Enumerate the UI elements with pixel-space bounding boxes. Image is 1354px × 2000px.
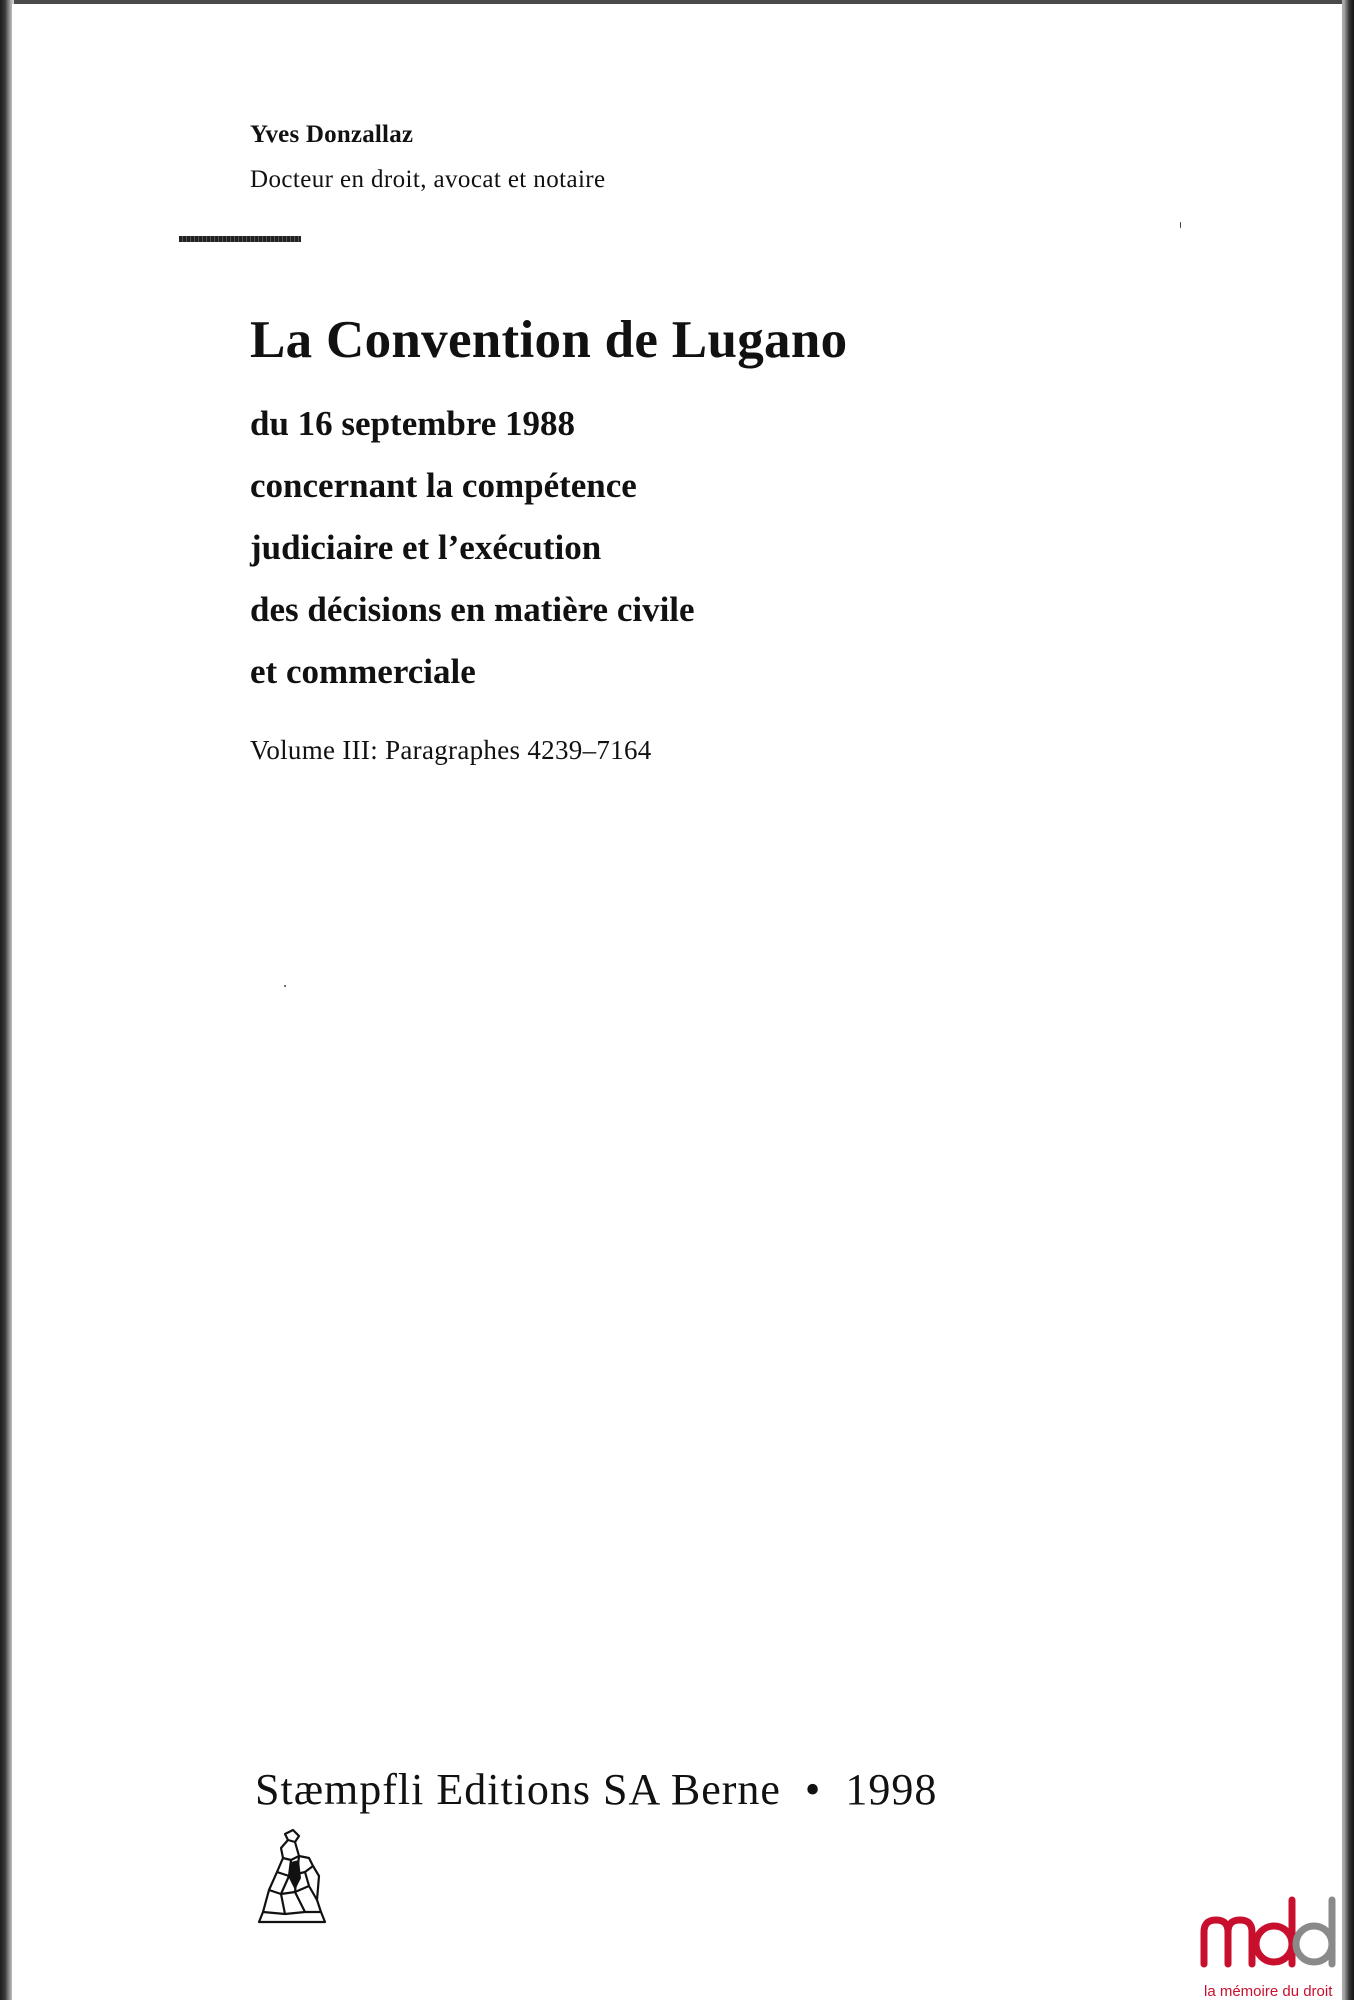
watermark-caption: la mémoire du droit [1204,1983,1333,2000]
subtitle-line: judiciaire et l’exécution [250,528,602,567]
subtitle-line: des décisions en matière civile [250,590,695,629]
book-subtitle [250,393,1150,703]
subtitle-line: concernant la compétence [250,466,637,505]
subtitle-line: et commerciale [250,652,476,691]
scan-right-edge [1342,0,1354,2000]
publisher-imprint: Stæmpfli Editions SA Berne • 1998 [255,1765,938,1814]
book-title: La Convention de Lugano [250,311,848,369]
dust-speck [284,985,286,987]
publisher-figure-logo-icon [255,1828,331,1926]
dust-speck [1180,222,1181,228]
subtitle-line: du 16 septembre 1988 [250,404,576,443]
mdd-logo-icon [1190,1886,1340,1996]
author-name: Yves Donzallaz [250,121,414,148]
title-page [12,4,1342,2000]
volume-info: Volume III: Paragraphes 4239–7164 [250,735,652,765]
author-credentials: Docteur en droit, avocat et notaire [250,166,606,193]
decorative-rule [179,236,301,242]
